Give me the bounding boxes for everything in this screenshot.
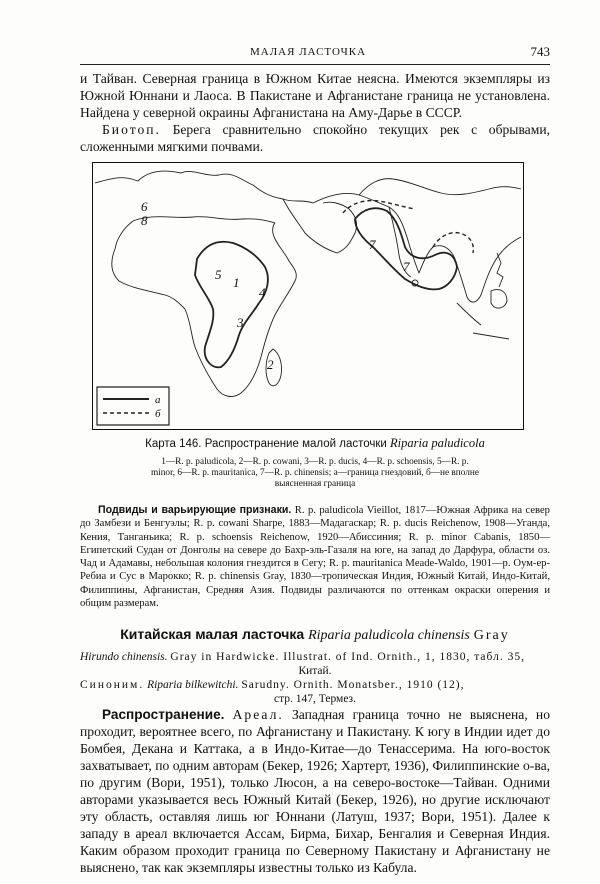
caption-species: Riparia paludicola	[390, 436, 485, 450]
subspecies-paragraph	[80, 504, 550, 610]
map-label-8: 8	[141, 213, 148, 228]
synonym-label: Синоним.	[80, 679, 145, 691]
synonym-name: Hirundo chinensis.	[80, 651, 168, 663]
section-author: Gray	[473, 628, 510, 643]
range-boundary-uncertain-2	[433, 233, 473, 253]
mediterranean-south-coast	[133, 217, 275, 223]
map-label-3: 3	[237, 315, 244, 330]
running-title: МАЛАЯ ЛАСТОЧКА	[250, 46, 367, 58]
synonymy-continuation: Китай.	[298, 665, 332, 677]
section-latin-name: Riparia paludicola chinensis	[308, 628, 470, 643]
caption-legend-line: minor, 6—R. p. mauritanica, 7—R. p. chinensis; а—граница гнездовий, б—не вполне	[150, 468, 480, 478]
legend-label-b: б	[155, 408, 161, 420]
subspecies-text: R. p. paludicola Vieillot, 1817—Южная Африка на север до Замбези и Бенгуэлы; R. p. cowani Sharpe, 1883—Мадагаскар; R. p. ducis Reichenow, 1908—Уганда, Кения, Танганьика; R. p. schoensis Reichenow, 1920—Абиссиния; R. p. minor Cabanis, 1850—Египетский Судан от Донголы на севере до Бахр-эль-Газаля на юге, на запад до Дарфура, области оз. Чад и Адамавы, небольшая колония гнездится в Сегу; R. p. mauritanica Meade-Waldo, 1901—р. Оум-ер-Ребиа и Сус в Марокко; R. p. chinensis Gray, 1830—тропическая Индия, Южный Китай, Индо-Китай, Филиппины, Афганистан, Средняя Азия. Подвиды различаются по оттенкам окраски оперения и общим размерам.	[80, 505, 550, 610]
map-label-1: 1	[233, 275, 240, 290]
caption-legend-line: 1—R. p. paludicola, 2—R. p. cowani, 3—R. p. ducis, 4—R. p. schoensis, 5—R. p.	[161, 457, 469, 467]
philippines	[497, 253, 503, 287]
subspecies-heading: Подвиды и варьирующие признаки.	[98, 504, 292, 516]
sumatra	[457, 303, 481, 325]
page-number: 743	[530, 44, 550, 59]
map-label-5: 5	[215, 267, 222, 282]
biotope-paragraph	[80, 121, 550, 155]
north-asia-line	[359, 179, 521, 195]
caption-legend	[80, 457, 550, 490]
map-drawing	[93, 163, 523, 429]
synonym-name: Riparia bilkewitchi.	[147, 679, 239, 691]
synonym-reference: Gray in Hardwicke. Illustrat. of Ind. Ornith., 1, 1830, табл. 35,	[170, 651, 525, 663]
distribution-map	[92, 162, 524, 430]
map-label-4: 4	[259, 285, 266, 300]
page-header	[80, 44, 550, 65]
map-label-7a: 7	[369, 237, 376, 252]
synonymy-line	[80, 678, 550, 692]
areal-label: Ареал.	[232, 707, 284, 722]
synonym-reference: Sarudny. Ornith. Monatsber., 1910 (12),	[241, 679, 465, 691]
section-common-name: Китайская малая ласточка	[120, 626, 305, 642]
intro-paragraph: и Тайван. Северная граница в Южном Китае неясна. Имеются экземпляры из Южной Юннани и Лаоса. В Пакистане и Афганистане граница не установлена. Найдена у северной окраины Афганистана на Аму-Дарье в СССР.	[80, 71, 550, 120]
synonymy-line	[80, 650, 550, 664]
biotope-text: Берега сравнительно спокойно текущих рек с обрывами, сложенными мягкими почвами.	[80, 122, 550, 154]
legend-label-a: а	[155, 394, 161, 406]
map-caption	[80, 436, 550, 490]
map-label-2: 2	[267, 357, 274, 372]
caption-title	[80, 436, 550, 451]
intro-text	[80, 70, 550, 155]
europe-coast	[95, 171, 313, 203]
caption-legend-line: выясненная граница	[274, 479, 356, 489]
range-boundary-africa	[195, 242, 268, 367]
map-label-7b: 7	[403, 259, 410, 274]
map-label-6: 6	[141, 199, 148, 214]
distribution-section	[80, 706, 550, 876]
borneo	[491, 289, 507, 308]
biotope-label: Биотоп.	[102, 122, 161, 137]
arabia-coast	[283, 199, 357, 253]
section-title	[80, 626, 550, 644]
synonymy	[80, 650, 550, 706]
distribution-text: Западная граница точно не выяснена, но проходит, вероятнее всего, по Афганистану и Пакистану. К югу в Индии идет до Бомбея, Декана и Каттака, а в Индо-Китае—до Тенассерима. На юго-восток захватывает, по одним авторам (Бекер, 1926; Хартерт, 1936), Филиппинские о-ва, по другим (Вори, 1951), только Люсон, а на северо-востоке—Тайван. Одними авторами указывается весь Южный Китай (Бекер, 1926), но другие исключают эту область, оставляя лишь юг Юннани (Латуш, 1937; Вори, 1951). Далее к западу в ареал включается Ассам, Бирма, Бихар, Бенгалия и Северная Индия. Каким образом проходит граница по Северному Пакистану и Афганистану не выяснено, так как экземпляры известны только из Кабула.	[80, 707, 550, 875]
distribution-heading: Распространение.	[102, 707, 225, 722]
synonymy-continuation: стр. 147, Термез.	[274, 693, 356, 705]
java	[473, 333, 509, 339]
caption-prefix: Карта 146. Распространение малой ласточки	[145, 438, 387, 450]
